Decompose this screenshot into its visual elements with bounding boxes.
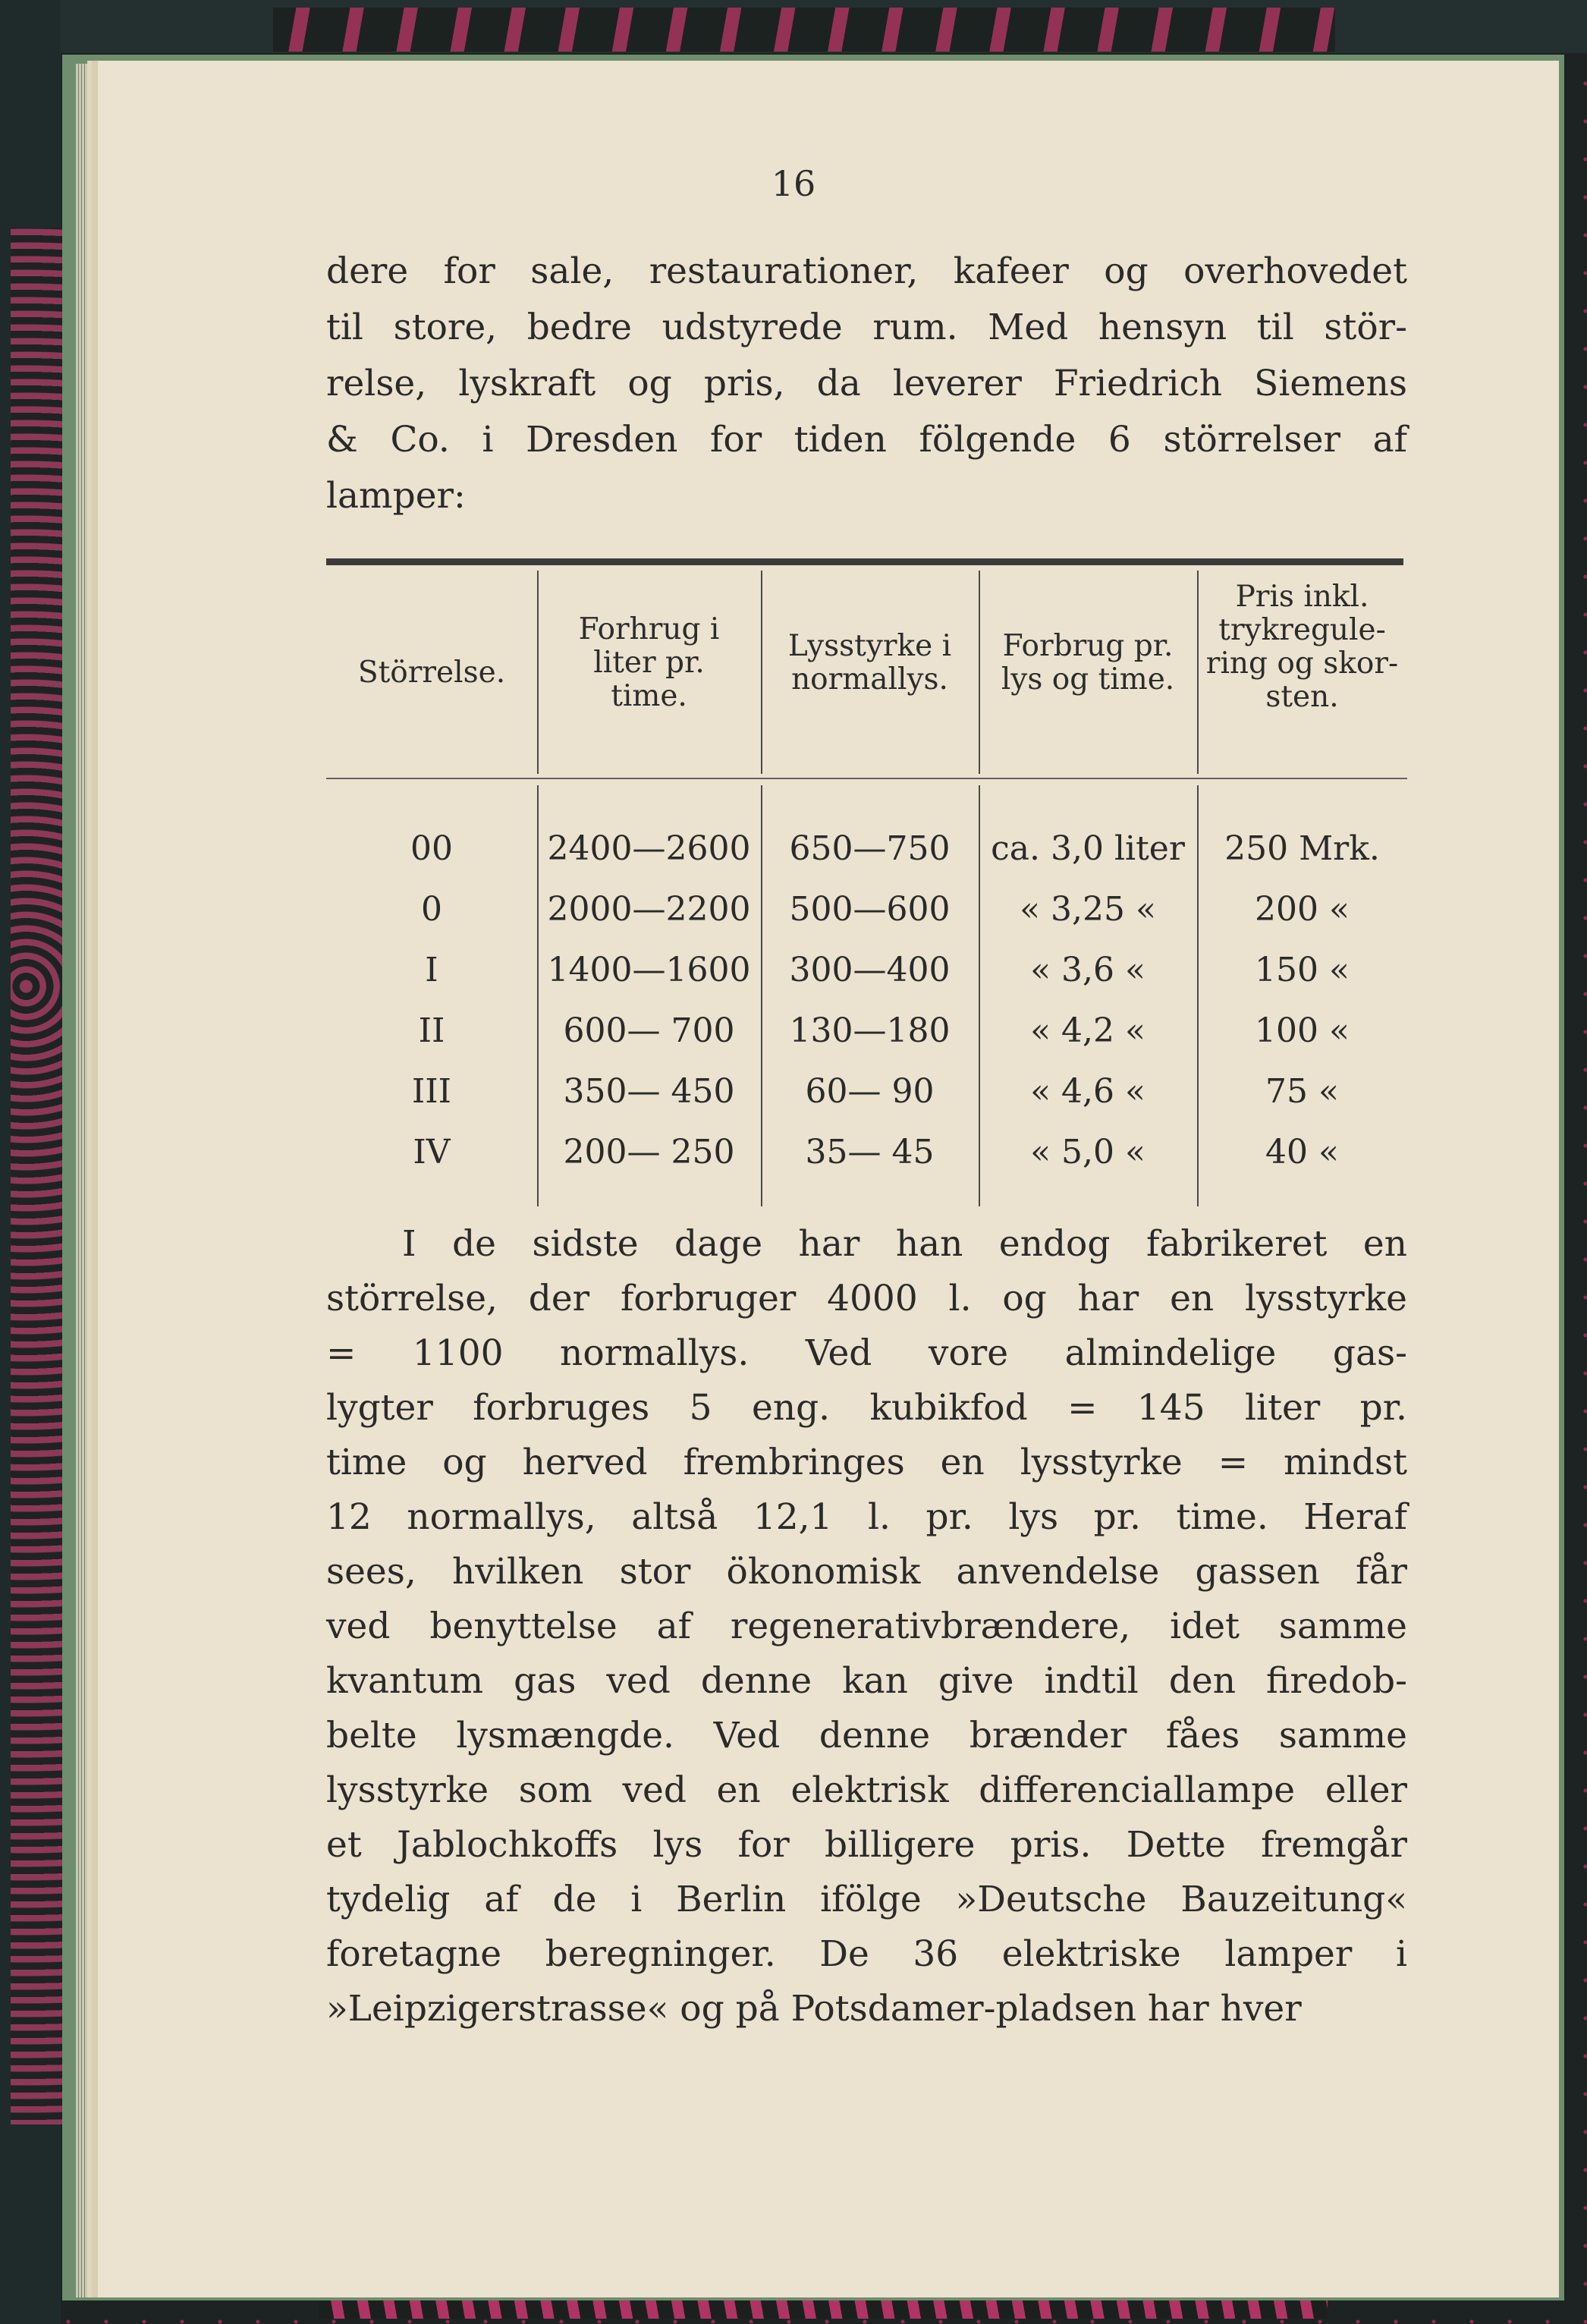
- table-cell-size: III: [411, 1072, 452, 1111]
- text-line: störrelse, der forbruger 4000 l. og har en lysstyrke: [326, 1278, 1407, 1319]
- table-cell-light-strength: 60— 90: [805, 1072, 935, 1111]
- text-line: relse, lyskraft og pris, da leverer Friedrich Siemens: [326, 363, 1407, 404]
- text-line: lygter forbruges 5 eng. kubikfod = 145 liter pr.: [326, 1387, 1407, 1429]
- table-cell-light-strength: 130—180: [789, 1011, 951, 1050]
- text-line: I de sidste dage har han endog fabrikeret en: [402, 1223, 1407, 1265]
- table-cell-size: IV: [413, 1133, 451, 1171]
- text-line: 12 normallys, altså 12,1 l. pr. lys pr. time. Heraf: [326, 1496, 1407, 1538]
- table-cell-price: 75 «: [1265, 1072, 1339, 1111]
- table-cell-light-strength: 35— 45: [805, 1133, 935, 1171]
- table-top-rule: [326, 558, 1403, 565]
- table-cell-consumption: 2000—2200: [547, 890, 751, 929]
- table-cell-light-strength: 500—600: [789, 890, 951, 929]
- text-line: foretagne beregninger. De 36 elektriske lamper i: [326, 1933, 1407, 1975]
- column-header-consumption: time.: [611, 679, 687, 713]
- text-line: til store, bedre udstyrede rum. Med hensyn til stör-: [326, 307, 1407, 348]
- table-cell-price: 250 Mrk.: [1224, 829, 1380, 868]
- text-line: & Co. i Dresden for tiden fölgende 6 störrelser af: [326, 419, 1407, 461]
- table-cell-price: 150 «: [1255, 951, 1350, 989]
- page-number: 16: [771, 163, 816, 204]
- table-cell-per-light: « 3,25 «: [1020, 890, 1156, 929]
- table-cell-price: 100 «: [1255, 1011, 1350, 1050]
- table-cell-per-light: « 4,2 «: [1030, 1011, 1145, 1050]
- marbled-edge-top: [273, 8, 1335, 52]
- table-header-rule: [326, 778, 1407, 779]
- text-line: lysstyrke som ved en elektrisk differenciallampe eller: [326, 1769, 1407, 1811]
- text-line: »Leipzigerstrasse« og på Potsdamer-pladsen har hver: [326, 1988, 1302, 2030]
- column-header-price: Pris inkl.: [1235, 580, 1369, 614]
- text-line: et Jablochkoffs lys for billigere pris. Dette fremgår: [326, 1824, 1407, 1866]
- table-cell-consumption: 350— 450: [563, 1072, 735, 1111]
- table-cell-size: 00: [410, 829, 453, 868]
- table-cell-per-light: ca. 3,0 liter: [991, 829, 1185, 868]
- text-line: kvantum gas ved denne kan give indtil den firedob-: [326, 1660, 1407, 1702]
- column-header-per-light: Forbrug pr.: [1002, 629, 1174, 663]
- text-line: = 1100 normallys. Ved vore almindelige gas-: [326, 1332, 1407, 1374]
- text-line: sees, hvilken stor ökonomisk anvendelse gassen får: [326, 1551, 1407, 1593]
- text-line: dere for sale, restaurationer, kafeer og overhovedet: [326, 250, 1407, 292]
- text-line: ved benyttelse af regenerativbrændere, idet samme: [326, 1605, 1407, 1647]
- table-cell-per-light: « 5,0 «: [1030, 1133, 1145, 1171]
- column-header-price: ring og skor-: [1205, 646, 1399, 681]
- column-header-consumption: Forhrug i: [578, 612, 720, 646]
- table-cell-price: 200 «: [1255, 890, 1350, 929]
- column-header-price: sten.: [1265, 680, 1339, 714]
- text-line: lamper:: [326, 475, 466, 517]
- column-header-light-strength: Lysstyrke i: [787, 629, 952, 663]
- marbled-edge-left: [11, 228, 62, 2124]
- text-line: tydelig af de i Berlin ifölge »Deutsche Bauzeitung«: [326, 1879, 1407, 1920]
- table-cell-consumption: 600— 700: [563, 1011, 735, 1050]
- table-cell-size: I: [425, 951, 438, 989]
- table-cell-light-strength: 650—750: [789, 829, 951, 868]
- table-cell-price: 40 «: [1265, 1133, 1339, 1171]
- text-line: time og herved frembringes en lysstyrke = mindst: [326, 1442, 1407, 1483]
- table-cell-size: 0: [421, 890, 442, 929]
- table-cell-light-strength: 300—400: [789, 951, 951, 989]
- table-cell-per-light: « 3,6 «: [1030, 951, 1145, 989]
- table-cell-consumption: 2400—2600: [547, 829, 751, 868]
- column-header-light-strength: normallys.: [791, 662, 948, 697]
- column-header-consumption: liter pr.: [593, 646, 705, 680]
- column-header-per-light: lys og time.: [1001, 662, 1175, 697]
- text-line: belte lysmængde. Ved denne brænder fåes samme: [326, 1715, 1407, 1756]
- marbled-edge-bottom: [319, 2297, 1328, 2319]
- table-cell-consumption: 1400—1600: [547, 951, 751, 989]
- table-cell-size: II: [418, 1011, 445, 1050]
- table-cell-consumption: 200— 250: [563, 1133, 735, 1171]
- table-cell-per-light: « 4,6 «: [1030, 1072, 1145, 1111]
- column-header-price: trykregule-: [1218, 613, 1386, 647]
- column-header-size: Störrelse.: [357, 656, 506, 690]
